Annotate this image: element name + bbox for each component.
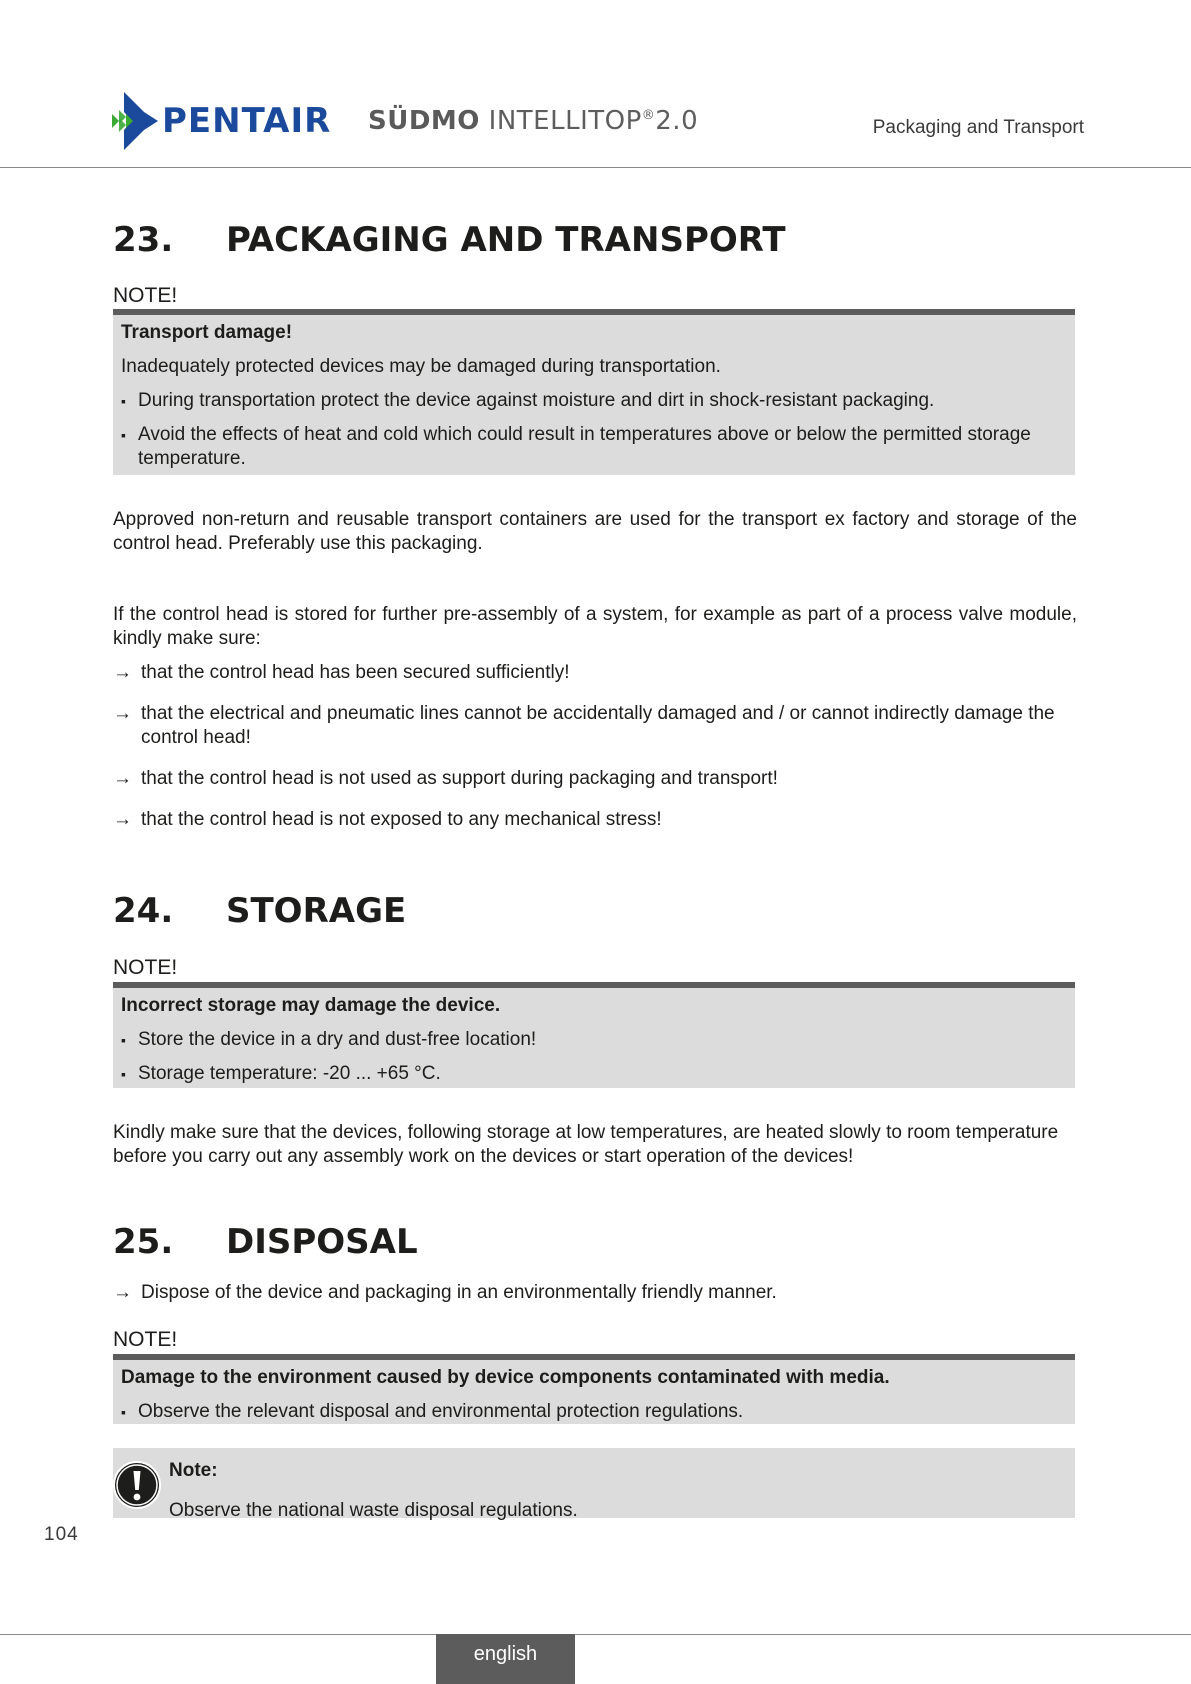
product-line: INTELLITOP <box>479 106 642 136</box>
brand-name: PENTAIR <box>162 101 332 141</box>
arrow-item-text: that the control head is not used as support during packaging and transport! <box>141 768 778 789</box>
section-title: PACKAGING AND TRANSPORT <box>226 220 786 260</box>
note-label: NOTE! <box>113 284 178 307</box>
note-title: Transport damage! <box>121 322 293 343</box>
arrow-list-item <box>113 808 1077 832</box>
note-title: Damage to the environment caused by device components contaminated with media. <box>121 1367 890 1388</box>
arrow-list-item <box>113 661 1077 685</box>
footer-divider <box>0 1634 1191 1635</box>
note-box-storage <box>113 982 1075 1088</box>
arrow-item-text: that the electrical and pneumatic lines cannot be accidentally damaged and / or cannot indirectly damage the control head! <box>141 703 1055 748</box>
registered-mark: ® <box>641 108 656 123</box>
header-section-title: Packaging and Transport <box>872 117 1084 138</box>
note-list-item: ▪ During transportation protect the device against moisture and dirt in shock-resistant packaging. <box>121 389 1075 413</box>
note-list <box>121 1028 1075 1086</box>
pentair-logo-icon <box>110 92 158 150</box>
arrow-icon: → <box>113 809 132 830</box>
arrow-item-text: Dispose of the device and packaging in an environmentally friendly manner. <box>141 1282 777 1303</box>
section-title: STORAGE <box>226 891 407 931</box>
info-title: Note: <box>169 1460 218 1481</box>
arrow-list-item <box>113 702 1077 750</box>
note-list-item: ▪ Avoid the effects of heat and cold which could result in temperatures above or below the permitted storage temperature. <box>121 423 1075 471</box>
section-title: DISPOSAL <box>226 1222 418 1262</box>
section-number: 25. <box>113 1222 174 1262</box>
note-list-item: ▪ Store the device in a dry and dust-free location! <box>121 1028 1075 1052</box>
note-label: NOTE! <box>113 1328 178 1351</box>
arrow-icon: → <box>113 768 132 789</box>
note-list-item: ▪ Storage temperature: -20 ... +65 °C. <box>121 1062 1075 1086</box>
section-24-heading <box>113 891 406 931</box>
info-box <box>113 1448 1075 1521</box>
product-version: 2.0 <box>655 106 699 136</box>
arrow-item-text: that the control head has been secured sufficiently! <box>141 662 570 683</box>
note-box-transport <box>113 309 1075 475</box>
page-number: 104 <box>44 1524 79 1545</box>
note-list <box>121 1400 1075 1424</box>
note-box-disposal <box>113 1354 1075 1424</box>
paragraph: Approved non-return and reusable transport containers are used for the transport ex factory and storage of the control head. Preferably use this packaging. <box>113 509 1077 554</box>
pentair-logo <box>110 92 331 150</box>
note-label: NOTE! <box>113 956 178 979</box>
note-list <box>121 389 1075 471</box>
arrow-list-item <box>113 767 1077 791</box>
arrow-icon: → <box>113 662 132 683</box>
arrow-list-item <box>113 1281 1077 1305</box>
section-number: 23. <box>113 220 174 260</box>
arrow-icon: → <box>113 1282 132 1303</box>
info-text: Observe the national waste disposal regulations. <box>169 1500 578 1521</box>
exclamation-icon <box>112 1460 162 1510</box>
note-list-item: ▪ Observe the relevant disposal and environmental protection regulations. <box>121 1400 1075 1424</box>
product-brand: SÜDMO <box>368 106 480 136</box>
note-title: Incorrect storage may damage the device. <box>121 995 501 1016</box>
arrow-icon: → <box>113 703 132 724</box>
page-header <box>0 0 1191 168</box>
note-text: Inadequately protected devices may be damaged during transportation. <box>121 356 721 377</box>
section-23-heading <box>113 220 786 260</box>
language-tab: english <box>436 1634 575 1684</box>
section-25-heading <box>113 1222 418 1262</box>
paragraph: If the control head is stored for further pre-assembly of a system, for example as part of a process valve module, kindly make sure: <box>113 604 1077 649</box>
paragraph: Kindly make sure that the devices, following storage at low temperatures, are heated slowly to room temperature before you carry out any assembly work on the devices or start operation of the devices! <box>113 1122 1059 1167</box>
arrow-item-text: that the control head is not exposed to any mechanical stress! <box>141 809 662 830</box>
product-name <box>368 106 698 136</box>
section-number: 24. <box>113 891 174 931</box>
